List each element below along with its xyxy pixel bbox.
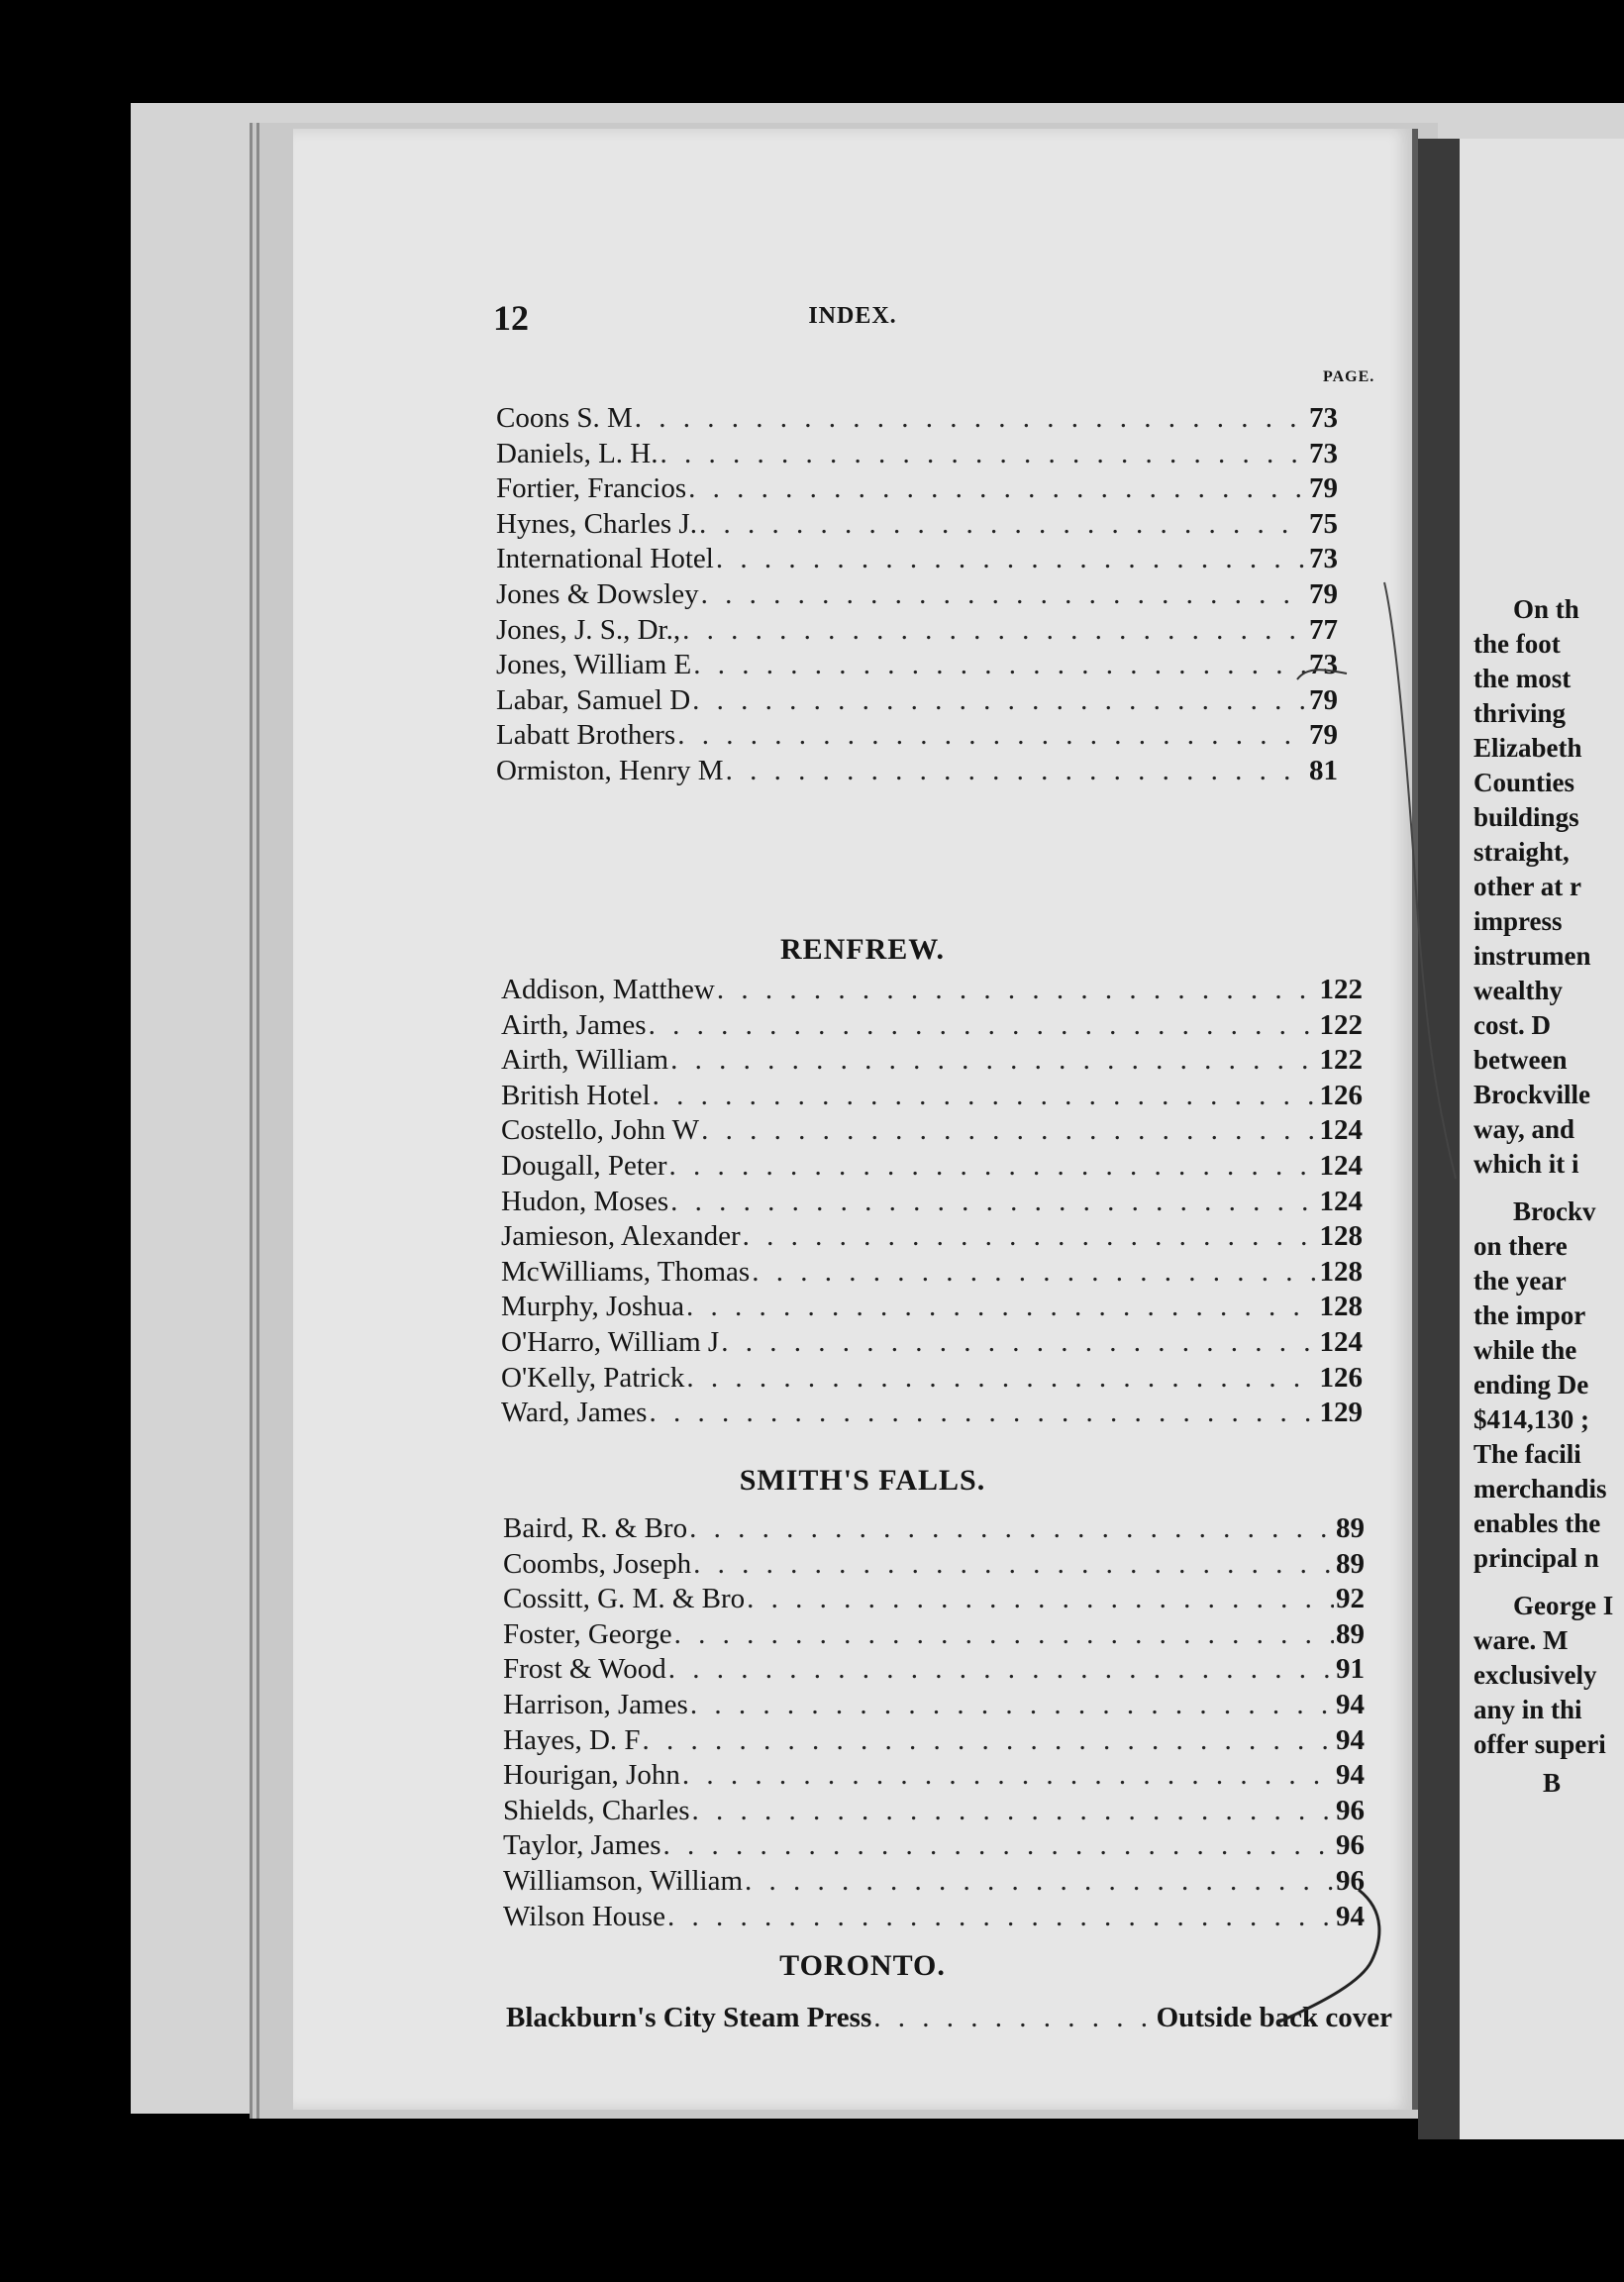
facing-page-text: merchandis [1473, 1474, 1607, 1504]
index-page [293, 129, 1418, 2110]
entry-name: Hudon, Moses [501, 1185, 669, 1217]
facing-page-text: exclusively [1473, 1660, 1597, 1690]
entry-page: 89 [1336, 1512, 1365, 1544]
index-entry [496, 401, 1338, 435]
entry-name: Coons S. M [496, 402, 633, 434]
entry-page: 124 [1319, 1185, 1363, 1217]
facing-page-text: the most [1473, 664, 1572, 693]
dot-leader [690, 1688, 1334, 1721]
dot-leader [670, 1185, 1317, 1218]
dot-leader [649, 1396, 1317, 1429]
entry-page: 77 [1309, 613, 1338, 646]
facing-page-text: straight, [1473, 837, 1570, 867]
index-entry [501, 1396, 1363, 1429]
entry-page: 129 [1319, 1397, 1363, 1429]
dot-leader [669, 1149, 1318, 1183]
index-entry [501, 973, 1363, 1006]
entry-page: 79 [1309, 578, 1338, 610]
entry-page: 89 [1336, 1617, 1365, 1650]
dot-leader [873, 2001, 1154, 2034]
entry-page: 128 [1319, 1255, 1363, 1288]
section-heading: SMITH'S FALLS. [739, 1464, 986, 1497]
entry-name: British Hotel [501, 1079, 651, 1111]
dot-leader [692, 1794, 1335, 1827]
entry-name: Baird, R. & Bro [503, 1512, 688, 1544]
dot-leader [674, 1617, 1334, 1651]
dot-leader [635, 401, 1307, 435]
section-heading: RENFREW. [779, 933, 946, 966]
entry-page: 92 [1336, 1583, 1365, 1615]
dot-leader [667, 1900, 1334, 1933]
entry-page: 89 [1336, 1547, 1365, 1580]
dot-leader [745, 1864, 1334, 1898]
facing-page-text: impress [1473, 906, 1563, 936]
dot-leader [682, 613, 1307, 647]
entry-name: Ormiston, Henry M [496, 755, 724, 786]
entry-page: 128 [1319, 1220, 1363, 1253]
dot-leader [668, 1652, 1334, 1686]
dot-leader [682, 1758, 1334, 1792]
index-entry [496, 577, 1338, 611]
entry-page: 73 [1309, 649, 1338, 681]
index-entry [503, 1511, 1365, 1545]
entry-page: 126 [1319, 1361, 1363, 1394]
facing-page-text: thriving [1473, 698, 1567, 728]
entry-page: 79 [1309, 472, 1338, 505]
facing-page-text: Elizabeth [1473, 733, 1582, 763]
entry-name: Cossitt, G. M. & Bro [503, 1583, 746, 1615]
entry-page: 73 [1309, 437, 1338, 469]
index-entry [496, 471, 1338, 505]
dot-leader [686, 1290, 1317, 1323]
index-entry [503, 1758, 1365, 1792]
entry-name: Blackburn's City Steam Press [506, 2002, 872, 2033]
facing-page-text: instrumen [1473, 941, 1591, 971]
dot-leader [649, 1008, 1318, 1042]
facing-page-text: cost. D [1473, 1010, 1551, 1040]
dot-leader [677, 718, 1307, 752]
entry-name: Labar, Samuel D [496, 683, 691, 716]
entry-page: 122 [1319, 1044, 1363, 1077]
index-entry [501, 1219, 1363, 1253]
entry-name: Fortier, Francios [496, 472, 687, 505]
book-gutter [1418, 139, 1460, 2139]
entry-name: Jamieson, Alexander [501, 1220, 741, 1253]
index-entry [501, 1290, 1363, 1323]
index-entry [503, 1828, 1365, 1862]
entry-page: 96 [1336, 1829, 1365, 1862]
dot-leader [747, 1582, 1334, 1615]
dot-leader [643, 1723, 1334, 1757]
facing-page-text: ending De [1473, 1370, 1589, 1400]
index-entry [501, 1255, 1363, 1289]
running-head: INDEX. [808, 303, 897, 329]
entry-name: Dougall, Peter [501, 1150, 667, 1182]
facing-page-text: buildings [1473, 802, 1579, 832]
entry-page: Outside back cover [1156, 2002, 1392, 2033]
entry-name: Wilson House [503, 1900, 665, 1932]
dot-leader [660, 437, 1308, 470]
entry-name: Airth, James [501, 1008, 647, 1041]
index-entry [501, 1079, 1363, 1112]
page-column-label: PAGE. [1323, 368, 1375, 385]
entry-name: O'Harro, William J [501, 1326, 720, 1358]
facing-page-text: ware. M [1473, 1625, 1569, 1655]
index-entry [503, 1617, 1365, 1651]
entry-page: 75 [1309, 507, 1338, 540]
entry-name: Costello, John W [501, 1114, 700, 1147]
entry-name: Airth, William [501, 1044, 669, 1077]
entry-name: Shields, Charles [503, 1794, 690, 1826]
entry-page: 122 [1319, 974, 1363, 1005]
dot-leader [688, 471, 1307, 505]
index-entry [496, 754, 1338, 787]
entry-page: 96 [1336, 1794, 1365, 1826]
index-entry [496, 683, 1338, 717]
entry-page: 124 [1319, 1326, 1363, 1358]
dot-leader [717, 973, 1318, 1006]
entry-page: 124 [1319, 1150, 1363, 1182]
facing-page-text: Brockv [1513, 1196, 1596, 1226]
facing-page [1460, 139, 1624, 2139]
index-entry [501, 1325, 1363, 1359]
entry-name: Jones, J. S., Dr., [496, 613, 681, 646]
entry-name: Coombs, Joseph [503, 1547, 692, 1580]
entry-name: Labatt Brothers [496, 719, 676, 752]
entry-name: Taylor, James [503, 1829, 661, 1862]
entry-name: Williamson, William [503, 1865, 743, 1897]
facing-page-text: the foot [1473, 629, 1561, 659]
entry-page: 73 [1309, 543, 1338, 575]
dot-leader [701, 577, 1307, 611]
index-entry [503, 1864, 1365, 1898]
facing-page-text: The facili [1473, 1439, 1581, 1469]
index-entry [503, 1900, 1365, 1933]
index-entry [503, 1688, 1365, 1721]
index-entry [503, 1547, 1365, 1581]
facing-page-text: enables the [1473, 1508, 1601, 1538]
dot-leader [693, 1547, 1334, 1581]
entry-name: Hourigan, John [503, 1759, 680, 1792]
entry-name: Harrison, James [503, 1689, 688, 1720]
index-entry [503, 1652, 1365, 1686]
dot-leader [693, 648, 1307, 681]
entry-name: Ward, James [501, 1397, 648, 1429]
entry-page: 91 [1336, 1653, 1365, 1686]
entry-name: International Hotel [496, 543, 714, 575]
entry-name: Murphy, Joshua [501, 1291, 685, 1323]
dot-leader [689, 1511, 1334, 1545]
page-header [293, 297, 1412, 337]
dot-leader [686, 1361, 1317, 1395]
entry-page: 96 [1336, 1865, 1365, 1897]
index-entry [506, 2001, 1392, 2034]
entry-page: 79 [1309, 719, 1338, 752]
facing-page-text: offer superi [1473, 1729, 1606, 1759]
facing-page-text: on there [1473, 1231, 1568, 1261]
entry-name: Frost & Wood [503, 1653, 666, 1686]
facing-page-text: principal n [1473, 1543, 1599, 1573]
entry-page: 94 [1336, 1900, 1365, 1932]
dot-leader [721, 1325, 1317, 1359]
index-entry [501, 1185, 1363, 1218]
entry-name: O'Kelly, Patrick [501, 1361, 685, 1394]
entry-name: Hynes, Charles J. [496, 507, 697, 540]
facing-page-text: the impor [1473, 1300, 1586, 1330]
entry-name: Foster, George [503, 1617, 672, 1650]
entry-name: Hayes, D. F [503, 1723, 641, 1756]
entry-page: 94 [1336, 1759, 1365, 1792]
facing-page-text: which it i [1473, 1149, 1579, 1179]
dot-leader [726, 754, 1307, 787]
entry-page: 124 [1319, 1114, 1363, 1147]
entry-name: Jones, William E [496, 649, 692, 681]
index-entry [496, 542, 1338, 575]
entry-name: McWilliams, Thomas [501, 1255, 751, 1288]
entry-page: 128 [1319, 1291, 1363, 1323]
dot-leader [699, 507, 1307, 541]
facing-page-text: between [1473, 1045, 1568, 1075]
section-heading: TORONTO. [779, 1949, 946, 1982]
index-entry [503, 1794, 1365, 1827]
entry-page: 122 [1319, 1008, 1363, 1041]
index-entry [496, 613, 1338, 647]
index-entry [496, 718, 1338, 752]
dot-leader [670, 1043, 1317, 1077]
facing-page-text: George I [1513, 1591, 1614, 1620]
facing-page-text: $414,130 ; [1473, 1404, 1589, 1434]
facing-page-text: B [1543, 1768, 1562, 1798]
entry-page: 126 [1319, 1079, 1363, 1111]
entry-name: Jones & Dowsley [496, 578, 699, 610]
dot-leader [716, 542, 1307, 575]
entry-page: 73 [1309, 402, 1338, 434]
facing-page-text: other at r [1473, 872, 1581, 901]
dot-leader [663, 1828, 1335, 1862]
dot-leader [701, 1113, 1317, 1147]
dot-leader [743, 1219, 1318, 1253]
index-entry [496, 648, 1338, 681]
entry-page: 79 [1309, 683, 1338, 716]
index-entry [496, 437, 1338, 470]
entry-name: Daniels, L. H. [496, 437, 659, 469]
facing-page-text: wealthy [1473, 976, 1563, 1005]
index-entry [496, 507, 1338, 541]
facing-page-text: while the [1473, 1335, 1577, 1365]
index-entry [501, 1008, 1363, 1042]
facing-page-text: the year [1473, 1266, 1567, 1296]
facing-page-text: On th [1513, 594, 1579, 624]
index-entry [503, 1582, 1365, 1615]
index-entry [503, 1723, 1365, 1757]
dot-leader [752, 1255, 1317, 1289]
index-entry [501, 1361, 1363, 1395]
dot-leader [692, 683, 1307, 717]
dot-leader [653, 1079, 1318, 1112]
facing-page-text: any in thi [1473, 1695, 1582, 1724]
index-entry [501, 1149, 1363, 1183]
page-number: 12 [493, 298, 529, 338]
entry-page: 81 [1309, 755, 1338, 786]
facing-page-text: way, and [1473, 1114, 1575, 1144]
entry-name: Addison, Matthew [501, 974, 715, 1005]
entry-page: 94 [1336, 1689, 1365, 1720]
entry-page: 94 [1336, 1723, 1365, 1756]
facing-page-text: Brockville [1473, 1080, 1590, 1109]
index-entry [501, 1043, 1363, 1077]
index-entry [501, 1113, 1363, 1147]
facing-page-text: Counties [1473, 768, 1575, 797]
